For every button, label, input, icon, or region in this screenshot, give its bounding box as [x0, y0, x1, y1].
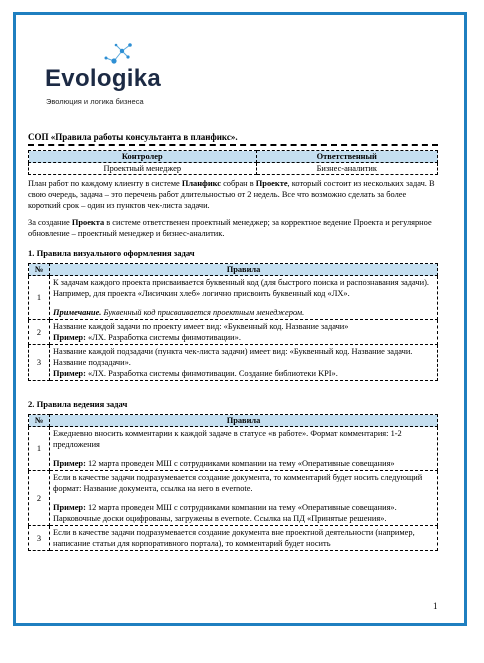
rule-example	[53, 458, 434, 469]
example-text: 12 марта проведен МШ с сотрудниками компании на тему «Оперативные совещания»	[85, 459, 395, 468]
col-rule-header: Правила	[50, 415, 438, 427]
row-number: 3	[29, 526, 50, 551]
example-label: Пример:	[53, 333, 86, 342]
intro-paragraph-1	[28, 178, 438, 211]
rule-text: Если в качестве задачи подразумевается создание документа, то комментарий будет носить следующий формат: Название документа, ссылка на него в evernote.	[53, 473, 423, 493]
rule-text: Название каждой задачи по проекту имеет вид: «Буквенный код. Название задачи»	[53, 322, 349, 331]
rule-text: Ежедневно вносить комментарии к каждой задаче в статусе «в работе». Формат комментария: 1-2 предложения	[53, 429, 402, 449]
rule-cell	[50, 427, 438, 471]
table-row	[29, 471, 438, 526]
row-number: 2	[29, 320, 50, 345]
controller-value: Проектный менеджер	[29, 163, 257, 175]
header-controller: Контролер	[29, 151, 257, 163]
row-number: 1	[29, 276, 50, 320]
table-row	[29, 526, 438, 551]
rule-example	[53, 368, 434, 379]
page-number: 1	[433, 601, 438, 611]
table-row	[29, 427, 438, 471]
intro-text: , который состоит из нескольких задач. В свою очередь, задача – это перечень работ длительностью от 2 недель. Все что возможно сделать за более короткий срок – один из пунктов чек-листа задачи.	[28, 179, 435, 210]
brand-name: Evologika	[45, 65, 162, 92]
table-row	[29, 320, 438, 345]
document-title: СОП «Правила работы консультанта в планфикс».	[28, 132, 238, 142]
rule-example	[53, 502, 434, 524]
example-label: Пример:	[53, 503, 86, 512]
title-divider	[28, 144, 438, 146]
logo	[28, 36, 438, 128]
section-2-heading: 2. Правила ведения задач	[28, 399, 128, 409]
note-label: Примечание.	[53, 308, 102, 317]
intro-paragraph-2	[28, 217, 438, 239]
control-table	[28, 150, 438, 175]
col-rule-header: Правила	[50, 264, 438, 276]
section-1-table	[28, 263, 438, 381]
rule-example	[53, 332, 434, 343]
example-text: 12 марта проведен МШ с сотрудниками компании на тему «Оперативные совещания». Парковочные доски оцифрованы, загружены в evernote. Ссылка на ПД «Принятые решения».	[53, 503, 397, 523]
rule-cell	[50, 276, 438, 320]
rule-text: Название каждой подзадачи (пункта чек-листа задачи) имеет вид: «Буквенный код. Название задачи. Название подзадачи».	[53, 347, 413, 367]
intro-keyword: Планфикс	[181, 179, 221, 188]
intro-text: собран в	[221, 179, 256, 188]
intro-keyword: Проекте	[255, 179, 288, 188]
example-label: Пример:	[53, 369, 86, 378]
brand-tagline: Эволюция и логика бизнеса	[46, 97, 144, 106]
section-1-heading: 1. Правила визуального оформления задач	[28, 248, 195, 258]
intro-text: План работ по каждому клиенту в системе	[28, 179, 182, 188]
example-text: «ЛХ. Разработка системы финмотивации. Создание библиотеки KPI».	[85, 369, 338, 378]
rule-cell	[50, 320, 438, 345]
rule-text: К задачам каждого проекта присваивается буквенный код (для быстрого поиска и распознавания задачи). Например, для проекта «Лисичкин хлеб» логично присвоить буквенный код «ЛХ».	[53, 278, 429, 298]
section-2-table	[28, 414, 438, 551]
document-page	[28, 36, 438, 551]
intro-text: в системе ответственен проектный менеджер; за корректное ведение Проекта и регулярное обновление – проектный менеджер и бизнес-аналитик.	[28, 218, 432, 238]
table-row	[29, 345, 438, 381]
rule-text: Если в качестве задачи подразумевается создание документа вне проектной деятельности (например, написание статьи для корпоративного портала), то комментарий будет носить	[53, 528, 415, 548]
intro-text: За создание	[28, 218, 72, 227]
note-text: Буквенный код присваивается проектным менеджером.	[101, 308, 305, 317]
rule-cell	[50, 526, 438, 551]
row-number: 1	[29, 427, 50, 471]
row-number: 2	[29, 471, 50, 526]
rule-cell	[50, 471, 438, 526]
rule-note	[53, 307, 434, 318]
example-label: Пример:	[53, 459, 86, 468]
row-number: 3	[29, 345, 50, 381]
rule-cell	[50, 345, 438, 381]
responsible-value: Бизнес-аналитик	[256, 163, 437, 175]
intro-keyword: Проекта	[71, 218, 105, 227]
col-number-header: №	[29, 415, 50, 427]
header-responsible: Ответственный	[256, 151, 437, 163]
example-text: «ЛХ. Разработка системы финмотивации».	[85, 333, 241, 342]
table-row	[29, 276, 438, 320]
col-number-header: №	[29, 264, 50, 276]
